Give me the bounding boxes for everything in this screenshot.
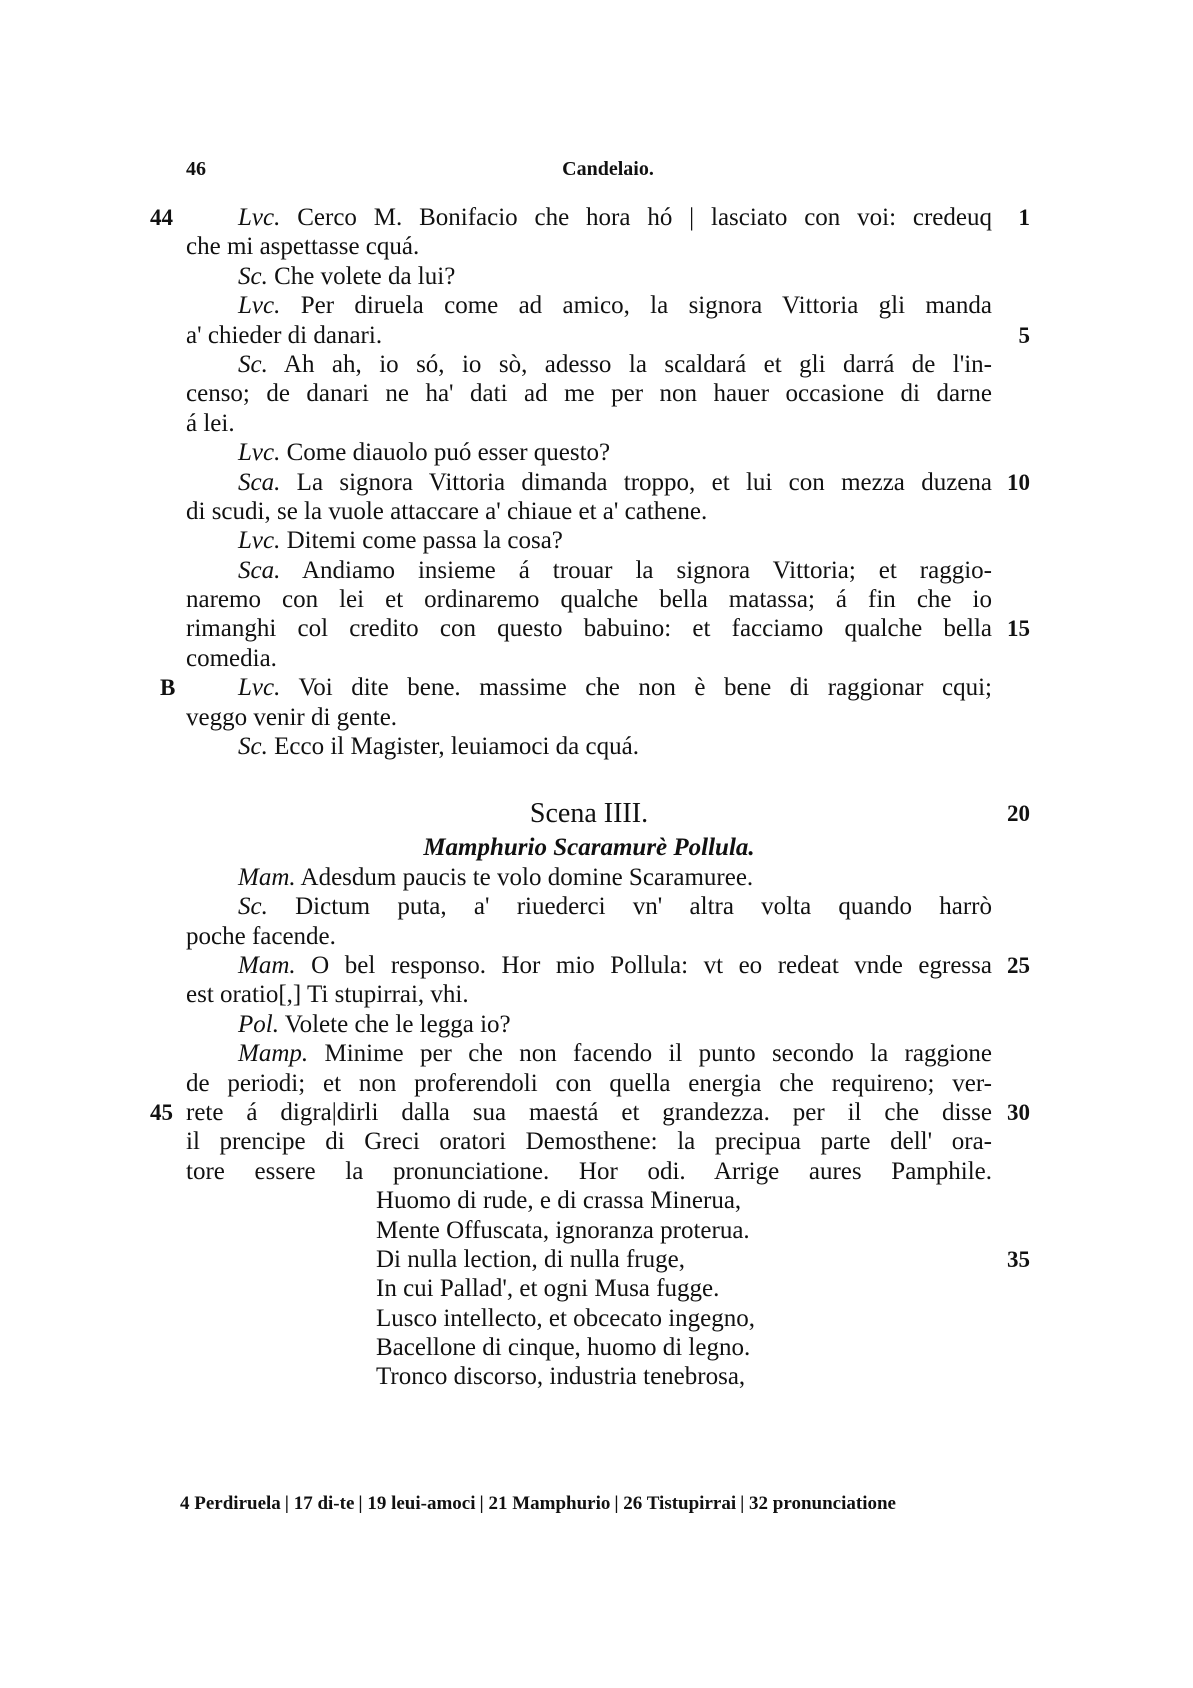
text-line	[186, 644, 1030, 673]
margin-marker: B	[160, 675, 176, 701]
line-content: il prencipe di Greci oratori Demosthene: la precipua parte dell' ora-	[186, 1128, 992, 1156]
speaker-name: Sca.	[238, 468, 281, 496]
line-text	[186, 614, 992, 643]
verse-line	[376, 1304, 755, 1333]
text-line	[186, 1333, 1030, 1362]
line-text	[186, 703, 397, 732]
line-content: veggo venir di gente.	[186, 703, 398, 731]
text-line	[186, 585, 1030, 614]
text-line	[186, 863, 1030, 892]
text-line	[186, 1186, 1030, 1215]
text-line	[186, 732, 1030, 761]
verse-line	[376, 1333, 750, 1362]
text-line	[186, 409, 1030, 438]
speaker-name: Lvc.	[238, 292, 281, 320]
text-line	[186, 526, 1030, 555]
line-number: 25	[1007, 952, 1030, 978]
line-content: tore essere la pronunciatione. Hor odi. Arrige aures Pamphile.	[186, 1157, 992, 1185]
line-content: Come diauolo puó esser questo?	[286, 439, 611, 467]
line-text	[238, 732, 639, 761]
line-text	[186, 644, 277, 673]
speaker-name: Lvc.	[238, 527, 281, 555]
line-text	[186, 232, 419, 261]
text-line	[186, 1010, 1030, 1039]
line-content: comedia.	[186, 644, 277, 672]
line-text	[186, 922, 336, 951]
line-content: poche facende.	[186, 922, 336, 950]
speaker-name: Lvc.	[238, 674, 281, 702]
page-number: 46	[186, 158, 206, 180]
line-content: Adesdum paucis te volo domine Scaramuree.	[300, 863, 754, 891]
line-content: Che volete da lui?	[274, 262, 456, 290]
line-content: Volete che le legga io?	[284, 1010, 511, 1038]
speaker-name: Sc.	[238, 733, 268, 761]
line-content: Tronco discorso, industria tenebrosa,	[376, 1363, 746, 1391]
line-content: Di nulla lection, di nulla fruge,	[376, 1245, 685, 1273]
speaker-name: Sca.	[238, 556, 281, 584]
line-content: a' chieder di danari.	[186, 321, 383, 349]
text-line	[186, 1127, 1030, 1156]
line-content: Huomo di rude, e di crassa Minerua,	[376, 1187, 742, 1215]
line-number: 5	[1018, 322, 1030, 348]
text-line	[186, 1157, 1030, 1186]
line-text	[186, 1157, 992, 1186]
scene-heading	[186, 799, 992, 828]
line-content: Andiamo insieme á trouar la signora Vittoria; et raggio-	[301, 556, 993, 584]
line-content: Mente Offuscata, ignoranza proterua.	[376, 1216, 750, 1244]
line-content: Ah ah, io só, io sò, adesso la scaldará et gli darrá de l'in-	[283, 350, 993, 378]
line-text	[186, 1069, 992, 1098]
text-line	[186, 892, 1030, 921]
line-content: Ditemi come passa la cosa?	[286, 527, 563, 555]
text-line	[150, 1098, 1030, 1127]
text-line	[186, 232, 1030, 261]
text-line	[186, 1304, 1030, 1333]
line-text	[238, 951, 992, 980]
speaker-name: Mam.	[238, 863, 296, 891]
line-text	[238, 1039, 992, 1068]
text-line	[186, 980, 1030, 1009]
text-line	[186, 799, 1030, 833]
line-content: Per diruela come ad amico, la signora Vittoria gli manda	[300, 292, 993, 320]
line-content: censo; de danari ne ha' dati ad me per non hauer occasione di darne	[186, 380, 992, 408]
verse-line	[376, 1245, 685, 1274]
speaker-name: Mam.	[238, 951, 296, 979]
line-number: 35	[1007, 1246, 1030, 1272]
footnote-entry: | 32 pronunciatione	[740, 1493, 896, 1514]
line-content: á lei.	[186, 409, 235, 437]
line-number: 30	[1007, 1099, 1030, 1125]
line-content: In cui Pallad', et ogni Musa fugge.	[376, 1275, 720, 1303]
line-text	[186, 321, 382, 350]
footnote-entry: | 19 leui-amoci	[358, 1493, 476, 1514]
line-text	[238, 262, 455, 291]
speaker-name: Sc.	[238, 262, 268, 290]
line-text	[186, 1098, 992, 1127]
line-content: rimanghi col credito con questo babuino: et facciamo qualche bella	[186, 615, 992, 643]
line-content: di scudi, se la vuole attaccare a' chiaue et a' cathene.	[186, 497, 708, 525]
line-text	[238, 291, 992, 320]
line-content: Scena IIII.	[529, 798, 649, 830]
text-body	[150, 203, 1030, 1392]
footnote-entry: 4 Perdiruela	[180, 1493, 281, 1514]
text-line	[186, 291, 1030, 320]
line-content: che mi aspettasse cquá.	[186, 233, 420, 261]
line-text	[238, 526, 563, 555]
text-line	[186, 262, 1030, 291]
line-text	[186, 409, 235, 438]
line-text	[238, 863, 753, 892]
text-line	[186, 1039, 1030, 1068]
footnotes	[180, 1493, 1040, 1523]
line-content: naremo con lei et ordinaremo qualche bella matassa; á fin che io	[186, 586, 992, 614]
line-gap	[186, 761, 1030, 799]
text-line	[186, 922, 1030, 951]
margin-marker: 44	[150, 205, 173, 230]
text-line	[186, 379, 1030, 408]
text-line	[186, 497, 1030, 526]
line-text	[186, 379, 992, 408]
text-line	[186, 1245, 1030, 1274]
line-content: Cerco M. Bonifacio che hora hó | lasciato con voi: credeuq	[297, 204, 993, 231]
footnote-entry: | 26 Tistupirrai	[614, 1493, 737, 1514]
line-text	[238, 556, 992, 585]
line-number: 20	[1007, 801, 1030, 827]
line-number: 1	[1018, 205, 1030, 230]
speaker-name: Lvc.	[238, 439, 281, 467]
line-content: de periodi; et non proferendoli con quella energia che requireno; ver-	[186, 1069, 992, 1097]
line-text	[186, 1127, 992, 1156]
margin-marker: 45	[150, 1099, 173, 1125]
line-text	[238, 892, 992, 921]
text-line	[186, 1274, 1030, 1303]
text-line	[150, 203, 1030, 232]
text-line	[186, 438, 1030, 467]
line-text	[238, 673, 992, 702]
line-content: La signora Vittoria dimanda troppo, et lui con mezza duzena	[296, 468, 992, 496]
line-content: Mamphurio Scaramurè Pollula.	[423, 834, 755, 862]
line-content: Minime per che non facendo il punto secondo la raggione	[324, 1040, 993, 1068]
line-content: Bacellone di cinque, huomo di legno.	[376, 1334, 751, 1362]
text-line	[186, 1216, 1030, 1245]
speaker-name: Pol.	[238, 1010, 279, 1038]
text-line	[186, 1362, 1030, 1391]
line-content: Ecco il Magister, leuiamoci da cquá.	[274, 733, 639, 761]
line-number: 15	[1007, 616, 1030, 642]
line-text	[238, 438, 610, 467]
line-content: Dictum puta, a' riuederci vn' altra volta quando harrò	[295, 893, 992, 921]
footnote-entry: | 17 di-te	[284, 1493, 355, 1514]
speaker-name: Sc.	[238, 893, 268, 921]
text-line	[186, 468, 1030, 497]
line-content: Lusco intellecto, et obcecato ingegno,	[376, 1304, 756, 1332]
verse-line	[376, 1186, 741, 1215]
text-line	[186, 833, 1030, 862]
line-content: Voi dite bene. massime che non è bene di raggionar cqui;	[298, 674, 992, 702]
text-line	[186, 703, 1030, 732]
line-number: 10	[1007, 469, 1030, 495]
text-line	[186, 321, 1030, 350]
running-header	[186, 158, 1030, 186]
text-line	[160, 673, 1030, 702]
line-text	[238, 350, 992, 379]
line-text	[238, 468, 992, 497]
verse-line	[376, 1362, 745, 1391]
line-text	[186, 980, 469, 1009]
verse-line	[376, 1274, 719, 1303]
running-title: Candelaio.	[562, 158, 654, 180]
text-line	[186, 350, 1030, 379]
speaker-name: Lvc.	[238, 204, 281, 231]
speaker-name: Sc.	[238, 350, 268, 378]
verse-line	[376, 1216, 750, 1245]
line-content: est oratio[,] Ti stupirrai, vhi.	[186, 981, 469, 1009]
line-content: rete á digra|dirli dalla sua maestá et grandezza. per il che disse	[186, 1098, 992, 1126]
line-text	[238, 203, 992, 232]
footnote-entry: | 21 Mamphurio	[479, 1493, 611, 1514]
speaker-name: Mamp.	[238, 1040, 309, 1068]
line-text	[186, 585, 992, 614]
line-text	[186, 497, 707, 526]
text-line	[186, 556, 1030, 585]
text-line	[186, 1069, 1030, 1098]
text-line	[186, 951, 1030, 980]
line-content: O bel responso. Hor mio Pollula: vt eo redeat vnde egressa	[311, 951, 992, 979]
text-line	[186, 614, 1030, 643]
line-text	[238, 1010, 511, 1039]
dramatis-personae	[186, 833, 992, 862]
